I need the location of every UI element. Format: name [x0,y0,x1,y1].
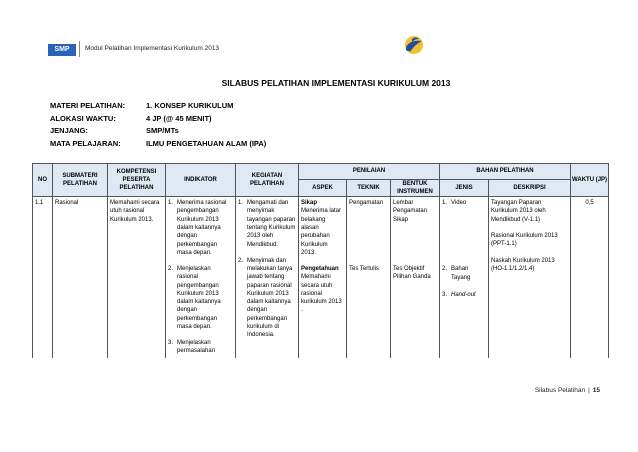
list-item: 3. Menjelaskan permasalahan [168,340,216,355]
list-item: 3. Hand-out [442,291,476,298]
page-number: 15 [592,387,600,394]
info-value: SMP/MTs [146,126,179,135]
cell-indikator [166,197,236,358]
module-title: Modul Pelatihan Implementasi Kurikulum 2013 [85,45,220,52]
tut-wuri-handayani-logo-icon [401,33,425,57]
cell-kompetensi: Memahami secara utuh rasional Kurikulum 2013. [108,197,166,358]
list-item: 2. Menyimak dan melakukan tanya jawab tentang paparan rasional Kurikulum 2013 dalam kaitannya dengan perkembangan kurikulum di Indonesia. [238,257,293,339]
header-bahan: BAHAN PELATIHAN [440,164,571,180]
table-row [33,197,609,358]
syllabus-table [32,163,609,358]
header-penilaian: PENILAIAN [299,164,440,180]
cell-aspek [299,197,347,358]
aspek-text: Memahami secara utuh rasional kurikulum 2013 . [301,274,342,314]
header-deskripsi: DESKRIPSI [489,180,571,197]
info-row [50,139,350,152]
list-item: 2. Bahan Tayang [442,266,471,281]
cell-waktu: 0,5 [571,197,609,358]
cell-bentuk [391,197,440,358]
smp-tab: SMP [48,44,76,56]
aspek-title: Pengetahuan [301,266,339,273]
deskripsi-text: Tayangan Paparan Kurikulum 2013 oleh Mendikbud (V-1.1) [491,200,546,223]
header-indikator: INDIKATOR [166,164,236,197]
footer-separator: | [588,387,590,394]
training-info [50,101,350,151]
bentuk-text: Lembar Pengamatan Sikap [393,200,428,223]
cell-kegiatan [236,197,299,358]
header-bentuk: BENTUK INSTRUMEN [391,180,440,197]
header-submateri: SUBMATERI PELATIHAN [53,164,108,197]
aspek-text: Menerima latar belakang alasan perubahan Kurikulum 2013. [301,208,342,256]
info-value: 1. KONSEP KURIKULUM [146,101,234,110]
page-title: SILABUS PELATIHAN IMPLEMENTASI KURIKULUM 2013 [221,78,451,88]
header-no: NO [33,164,53,197]
info-label: MATERI PELATIHAN: [50,101,126,110]
aspek-title: Sikap [301,200,318,207]
teknik-text: Pengamatan [349,200,384,207]
page-footer [535,387,600,394]
info-label: JENJANG: [50,126,88,135]
cell-submateri: Rasional [53,197,108,358]
list-item: 1. Menerima rasional pengembangan Kurikulum 2013 dalam kaitannya dengan perkembangan masa depan. [168,200,227,256]
info-label: MATA PELAJARAN: [50,138,121,148]
cell-deskripsi [489,197,571,358]
info-value: 4 JP (@ 45 MENIT) [146,113,212,123]
list-item: 2. Menjelaskan rasional pengembangan Kurikulum 2013 dalam kaitannya dengan perkembangan masa depan. [168,266,221,330]
footer-label: Silabus Pelatihan [534,387,586,394]
page-header [0,0,638,53]
info-row [50,114,350,127]
info-row [50,126,350,139]
list-item: 1. Mengamati dan menyimak tayangan paparan tentang Kurikulum 2013 oleh Mendikbud. [238,200,296,248]
bentuk-text: Tes Objektif Pilihan Ganda [393,265,431,281]
info-row [50,101,350,114]
header-waktu: WAKTU (JP) [571,164,609,197]
cell-teknik [347,197,391,358]
deskripsi-text: Naskah Kurikulum 2013 (HO-1.1/1.2/1.4) [491,257,555,272]
header-aspek: ASPEK [299,180,347,197]
cell-jenis [440,197,489,358]
deskripsi-text: Rasional Kurikulum 2013 (PPT-1.1) [491,232,558,248]
info-value: ILMU PENGETAHUAN ALAM (IPA) [146,138,267,148]
header-kompetensi: KOMPETENSI PESERTA PELATIHAN [108,164,166,197]
header-divider [79,41,80,57]
info-label: ALOKASI WAKTU: [50,113,116,123]
header-kegiatan: KEGIATAN PELATIHAN [236,164,299,197]
teknik-text: Tes Tertulis [349,266,379,273]
list-item: 1. Video [442,200,467,207]
cell-no: 1.1 [33,197,53,358]
header-jenis: JENIS [440,180,489,197]
header-teknik: TEKNIK [347,180,391,197]
